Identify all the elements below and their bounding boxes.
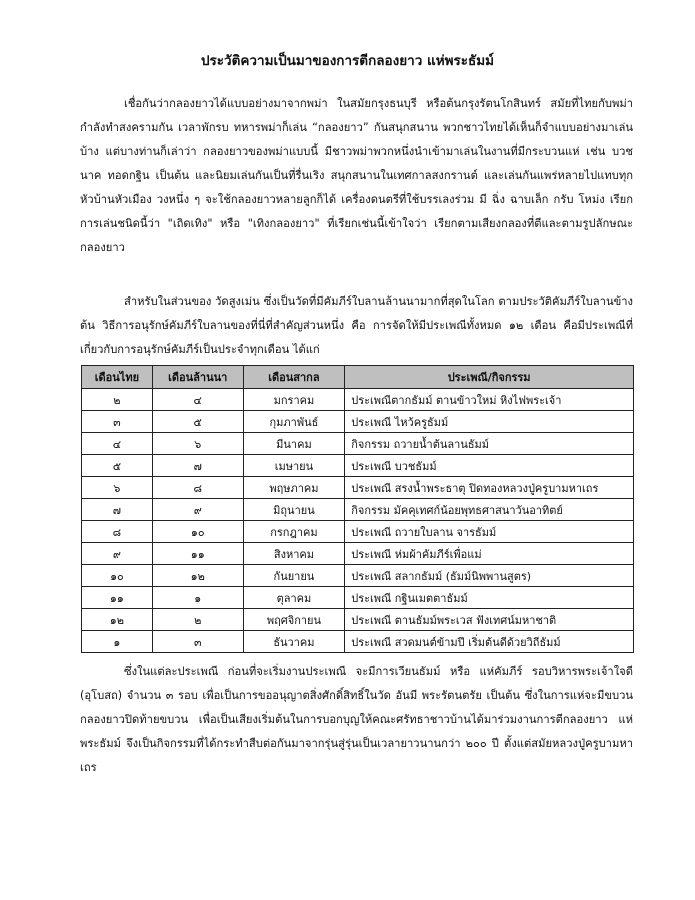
tradition-cell: ประเพณี กฐินเมตตาธัมม์: [345, 587, 634, 609]
tradition-table: [81, 365, 634, 653]
table-row: [82, 631, 634, 653]
tradition-cell: ประเพณี ไหว้ครูธัมม์: [345, 411, 634, 433]
table-row: [82, 411, 634, 433]
table-row: [82, 477, 634, 499]
history-paragraph: [80, 92, 633, 260]
table-header-row: [82, 366, 634, 389]
temple-paragraph-text: สำหรับในส่วนของ วัดสูงเม่น ซึ่งเป็นวัดที่มีคัมภีร์ใบลานล้านนามากที่สุดในโลก ตามประวัติคัมภีร์ใบลานข้างต้น วิธีการอนุรักษ์คัมภีร์ใบลานของที่นี่ที่สำคัญส่วนหนึ่ง คือ การจัดให้มีประเพณีทั้งหมด ๑๒ เดือน คือมีประเพณีที่เกี่ยวกับการอนุรักษ์คัมภีร์เป็นประจำทุกเดือน ได้แก่: [80, 295, 633, 356]
thai-month-cell: ๑๒: [82, 609, 153, 631]
thai-month-cell: ๕: [82, 455, 153, 477]
international-month-cell: กุมภาพันธ์: [243, 411, 345, 433]
lanna-month-cell: ๑: [152, 587, 243, 609]
lanna-month-cell: ๘: [152, 477, 243, 499]
international-month-cell: สิงหาคม: [243, 543, 345, 565]
table-row: [82, 389, 634, 411]
lanna-month-cell: ๙: [152, 499, 243, 521]
tradition-cell: ประเพณี ถวายใบลาน จารธัมม์: [345, 521, 634, 543]
thai-month-cell: ๖: [82, 477, 153, 499]
procession-paragraph: [80, 660, 633, 780]
table-row: [82, 455, 634, 477]
header-tradition-activity: ประเพณี/กิจกรรม: [345, 366, 634, 389]
header-international-month: เดือนสากล: [243, 366, 345, 389]
lanna-month-cell: ๗: [152, 455, 243, 477]
tradition-cell: ประเพณี สลากธัมม์ (ธัมม์นิพพานสูตร): [345, 565, 634, 587]
table-row: [82, 543, 634, 565]
tradition-cell: กิจกรรม มัคคุเทศก์น้อยพุทธศาสนาวันอาทิตย์: [345, 499, 634, 521]
tradition-cell: ประเพณี สวดมนต์ข้ามปี เริ่มต้นดีด้วยวิถีธัมม์: [345, 631, 634, 653]
temple-paragraph: [80, 290, 633, 362]
table-row: [82, 521, 634, 543]
header-thai-month: เดือนไทย: [82, 366, 153, 389]
table-row: [82, 565, 634, 587]
thai-month-cell: ๓: [82, 411, 153, 433]
international-month-cell: ตุลาคม: [243, 587, 345, 609]
thai-month-cell: ๑: [82, 631, 153, 653]
thai-month-cell: ๘: [82, 521, 153, 543]
tradition-cell: กิจกรรม ถวายน้ำต้นลานธัมม์: [345, 433, 634, 455]
lanna-month-cell: ๒: [152, 609, 243, 631]
thai-month-cell: ๗: [82, 499, 153, 521]
international-month-cell: มิถุนายน: [243, 499, 345, 521]
procession-paragraph-text: ซึ่งในแต่ละประเพณี ก่อนที่จะเริ่มงานประเพณี จะมีการเวียนธัมม์ หรือ แห่คัมภีร์ รอบวิหารพระเจ้าใจดี (อุโบสถ) จำนวน ๓ รอบ เพื่อเป็นการขออนุญาตสิ่งศักดิ์สิทธิ์ในวัด อันมี พระรัตนตรัย เป็นต้น ซึ่งในการแห่จะมีขบวนกลองยาวปิดท้ายขบวน เพื่อเป็นเสียงเริ่มต้นในการบอกบุญให้คณะศรัทธาชาวบ้านได้มาร่วมงานการตีกลองยาว แห่พระธัมม์ จึงเป็นกิจกรรมที่ได้กระทำสืบต่อกันมาจากรุ่นสู่รุ่นเป็นเวลายาวนานกว่า ๒๐๐ ปี ตั้งแต่สมัยหลวงปู่ครูบามหาเถร: [80, 665, 633, 774]
table-row: [82, 587, 634, 609]
lanna-month-cell: ๖: [152, 433, 243, 455]
thai-month-cell: ๑๐: [82, 565, 153, 587]
international-month-cell: มีนาคม: [243, 433, 345, 455]
international-month-cell: พฤศจิกายน: [243, 609, 345, 631]
thai-month-cell: ๒: [82, 389, 153, 411]
tradition-cell: ประเพณี สรงน้ำพระธาตุ ปิดทองหลวงปู่ครูบามหาเถร: [345, 477, 634, 499]
thai-month-cell: ๙: [82, 543, 153, 565]
international-month-cell: มกราคม: [243, 389, 345, 411]
international-month-cell: กันยายน: [243, 565, 345, 587]
thai-month-cell: ๔: [82, 433, 153, 455]
tradition-cell: ประเพณี ห่มผ้าคัมภีร์เพื่อแม่: [345, 543, 634, 565]
table-row: [82, 609, 634, 631]
lanna-month-cell: ๑๑: [152, 543, 243, 565]
thai-month-cell: ๑๑: [82, 587, 153, 609]
international-month-cell: กรกฎาคม: [243, 521, 345, 543]
header-lanna-month: เดือนล้านนา: [152, 366, 243, 389]
lanna-month-cell: ๑๐: [152, 521, 243, 543]
lanna-month-cell: ๓: [152, 631, 243, 653]
table-row: [82, 499, 634, 521]
tradition-cell: ประเพณี ตานธัมม์พระเวส ฟังเทศน์มหาชาติ: [345, 609, 634, 631]
international-month-cell: พฤษภาคม: [243, 477, 345, 499]
lanna-month-cell: ๔: [152, 389, 243, 411]
lanna-month-cell: ๑๒: [152, 565, 243, 587]
international-month-cell: ธันวาคม: [243, 631, 345, 653]
tradition-cell: ประเพณี บวชธัมม์: [345, 455, 634, 477]
lanna-month-cell: ๕: [152, 411, 243, 433]
tradition-cell: ประเพณีตากธัมม์ ตานข้าวใหม่ หิงไฟพระเจ้า: [345, 389, 634, 411]
table-row: [82, 433, 634, 455]
history-paragraph-text: เชื่อกันว่ากลองยาวได้แบบอย่างมาจากพม่า ในสมัยกรุงธนบุรี หรือต้นกรุงรัตนโกสินทร์ สมัยที่ไทยกับพม่ากำลังทำสงครามกัน เวลาพักรบ ทหารพม่าก็เล่น “กลองยาว” กันสนุกสนาน พวกชาวไทยได้เห็นก็จำแบบอย่างมาเล่นบ้าง แต่บางท่านก็เล่าว่า กลองยาวของพม่าแบบนี้ มีชาวพม่าพวกหนึ่งนำเข้ามาเล่นในงานที่มีกระบวนแห่ เช่น บวชนาค ทอดกฐิน เป็นต้น และนิยมเล่นกันเป็นที่รื่นเริง สนุกสนานในเทศกาลสงกรานต์ และเล่นกันแพร่หลายไปแทบทุกหัวบ้านหัวเมือง วงหนึ่ง ๆ จะใช้กลองยาวหลายลูกก็ได้ เครื่องดนตรีที่ใช้บรรเลงร่วม มี ฉิ่ง ฉาบเล็ก กรับ โหม่ง เรียกการเล่นชนิดนี้ว่า "เถิดเทิง" หรือ "เทิงกลองยาว" ที่เรียกเช่นนี้เข้าใจว่า เรียกตามเสียงกลองที่ตีและตามรูปลักษณะกลองยาว: [80, 97, 633, 254]
international-month-cell: เมษายน: [243, 455, 345, 477]
document-title: ประวัติความเป็นมาของการตีกลองยาว แห่พระธัมม์: [200, 53, 495, 69]
